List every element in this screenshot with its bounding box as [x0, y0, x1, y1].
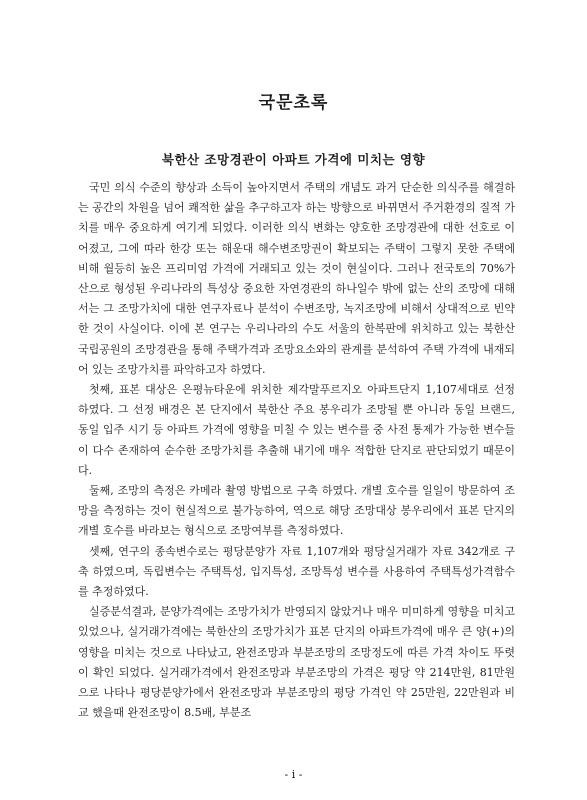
abstract-heading: 국문초록	[258, 93, 329, 113]
paragraph-intro: 국민 의식 수준의 향상과 소득이 높아지면서 주택의 개념도 과거 단순한 의식주를 해결하는 공간의 차원을 넘어 쾌적한 삶을 추구하고자 하는 방향으로 바뀌면서 주거환경의 질적 가치를 매우 중요하게 여기게 되었다. 이러한 의식 변화는 양호한 조망경관에 대한 선호로 이어졌고, 그에 따라 한강 또는 해운대 해수변조망권이 확보되는 주택이 그렇지 못한 주택에 비해 월등히 높은 프리미엄 가격에 거래되고 있는 것이 현실이다. 그러나 전국토의 70%가 산으로 형성된 우리나라의 특성상 중요한 자연경관의 하나일수 밖에 없는 산의 조망에 대해서는 그 조망가치에 대한 연구자료나 분석이 수변조망, 녹지조망에 비해서 상대적으로 빈약한 것이 사실이다. 이에 본 연구는 우리나라의 수도 서울의 한복판에 위치하고 있는 북한산국립공원의 조망경관을 통해 주택가격과 조망요소와의 관계를 분석하여 주택 가격에 내재되어 있는 조망가치를 파악하고자 하였다.	[78, 181, 515, 376]
thesis-title: 북한산 조망경관이 아파트 가격에 미치는 영향	[161, 152, 426, 167]
paragraph-results: 실증분석결과, 분양가격에는 조망가치가 반영되지 않았거나 매우 미미하게 영향을 미치고 있었으나, 실거래가격에는 북한산의 조망가치가 표본 단지의 아파트가격에 매우 큰 양(+)의 영향을 미치는 것으로 나타났고, 완전조망과 부분조망의 조망정도에 따른 가격 차이도 뚜렷이 확인 되었다. 실거래가격에서 완전조망과 부분조망의 가격은 평당 약 214만원, 81만원으로 나타나 평당분양가에서 완전조망과 부분조망의 평당 가격인 약 25만원, 22만원과 비교 했을때 완전조망이 8.5배, 부분조	[78, 605, 515, 720]
paragraph-second: 둘째, 조망의 측정은 카메라 촬영 방법으로 구축 하였다. 개별 호수를 일일이 방문하여 조망을 측정하는 것이 현실적으로 불가능하여, 역으로 해당 조망대상 봉우리에서 표본 단지의 개별 호수를 바라보는 형식으로 조망여부를 측정하였다.	[78, 484, 515, 538]
paragraph-third: 셋째, 연구의 종속변수로는 평당분양가 자료 1,107개와 평당실거래가 자료 342개로 구축 하였으며, 독립변수는 주택특성, 입지특성, 조망특성 변수를 사용하여 주택특성가격함수를 추정하였다.	[78, 544, 515, 599]
paragraph-first: 첫째, 표본 대상은 은평뉴타운에 위치한 제각말푸르지오 아파트단지 1,107세대로 선정 하였다. 그 선정 배경은 본 단지에서 북한산 주요 봉우리가 조망될 뿐 아니라 동일 브랜드, 동일 입주 시기 등 아파트 가격에 영향을 미칠 수 있는 변수를 중 사전 통제가 가능한 변수들이 다수 존재하여 순수한 조망가치를 추출해 내기에 매우 적합한 단지로 판단되었기 때문이다.	[78, 383, 515, 477]
page-number: - i -	[284, 768, 303, 781]
abstract-body	[78, 178, 515, 723]
